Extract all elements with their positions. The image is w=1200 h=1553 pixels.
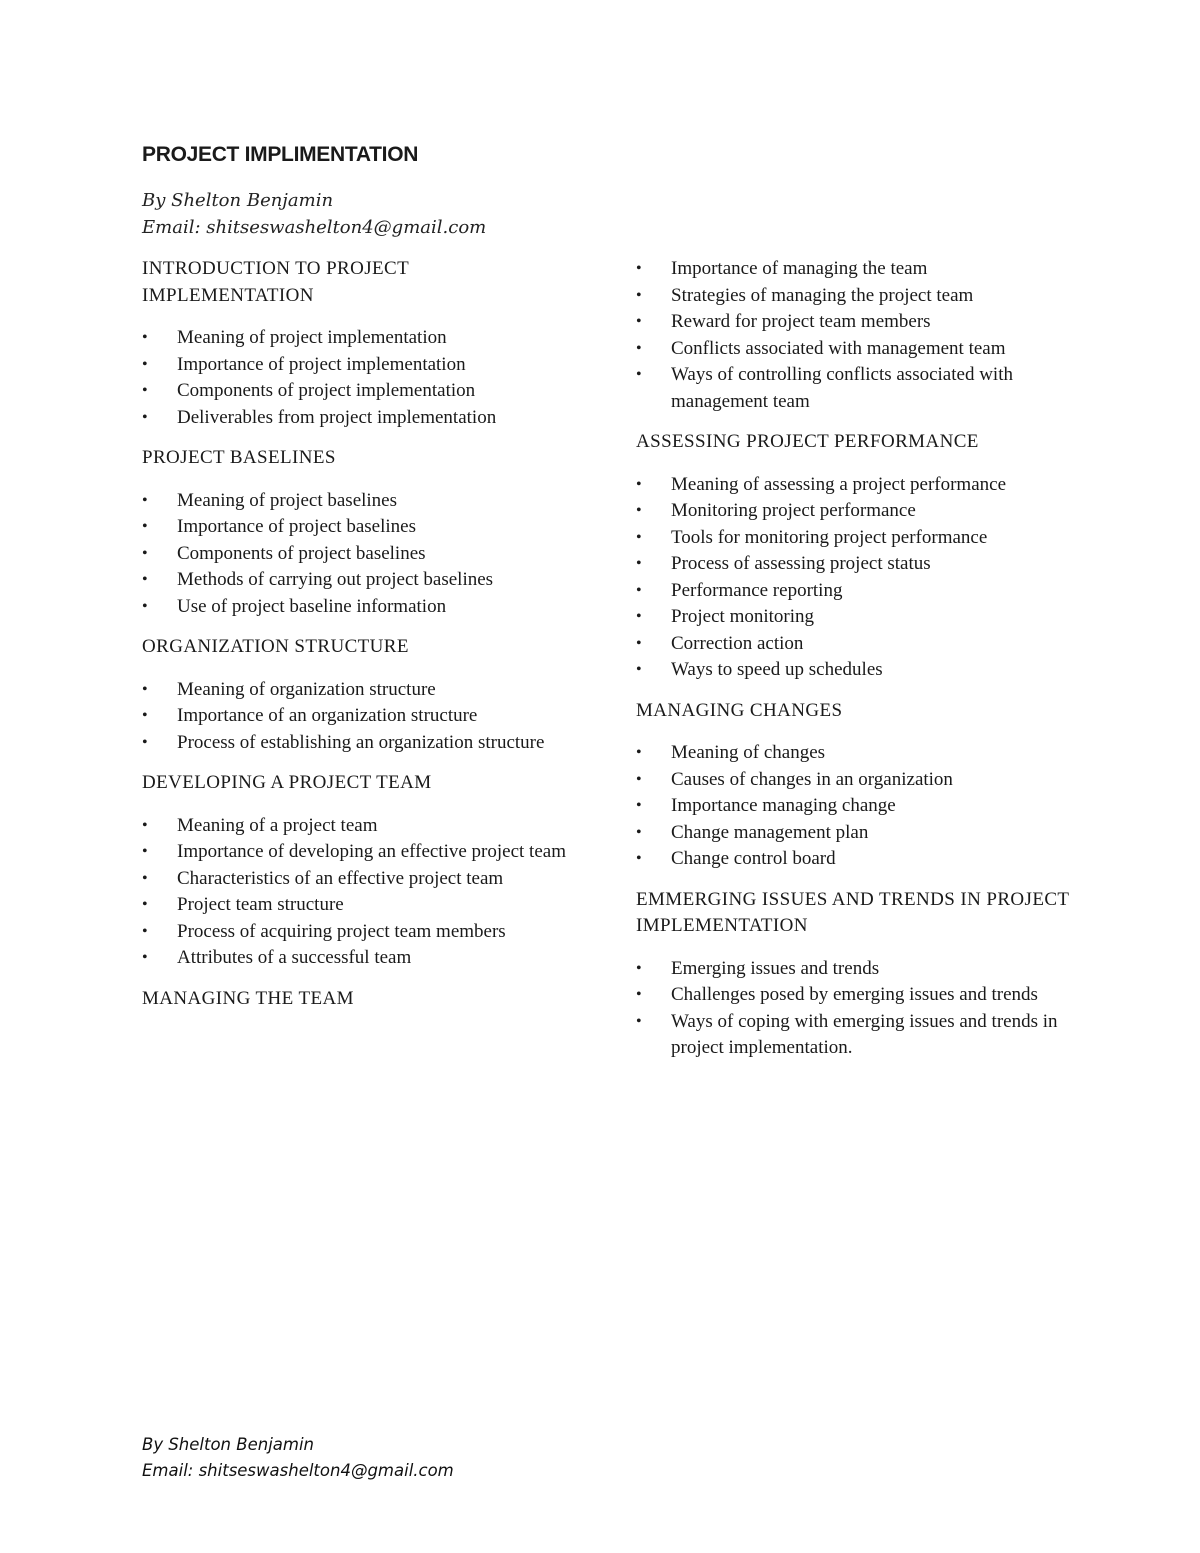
page-title: PROJECT IMPLIMENTATION xyxy=(142,143,419,166)
bullet-list xyxy=(636,740,1076,873)
bullet-icon: • xyxy=(636,475,642,493)
section-project-baselines xyxy=(142,445,582,620)
list-item: • Meaning of assessing a project performance xyxy=(636,472,1076,499)
bullet-list xyxy=(142,325,582,431)
bullet-list-continued xyxy=(636,256,1076,415)
bullet-icon: • xyxy=(636,959,642,977)
list-item: • Ways of coping with emerging issues and trends in project implementation. xyxy=(636,1010,1058,1058)
bullet-icon: • xyxy=(636,634,642,652)
right-column xyxy=(636,256,1076,1076)
section-heading: DEVELOPING A PROJECT TEAM xyxy=(142,772,432,793)
bullet-icon: • xyxy=(636,797,642,814)
bullet-icon: • xyxy=(142,329,148,346)
bullet-icon: • xyxy=(142,544,148,562)
list-item: • Importance of project baselines xyxy=(142,514,582,541)
list-item: • Tools for monitoring project performance xyxy=(636,525,1076,552)
section-heading: PROJECT BASELINES xyxy=(142,447,336,468)
list-item: • Reward for project team members xyxy=(636,309,1076,336)
list-item: • Meaning of project implementation xyxy=(142,325,582,352)
bullet-icon: • xyxy=(636,581,642,599)
list-item: • Ways to speed up schedules xyxy=(636,657,1076,684)
section-heading: MANAGING THE TEAM xyxy=(142,987,354,1009)
list-item: • Change control board xyxy=(636,846,1076,873)
bullet-list xyxy=(142,813,582,972)
list-item: • Importance of managing the team xyxy=(636,256,1076,283)
bullet-icon: • xyxy=(142,355,148,373)
list-item: • Performance reporting xyxy=(636,578,1076,605)
section-assessing-performance xyxy=(636,429,1076,684)
bullet-icon: • xyxy=(636,850,642,867)
list-item: • Components of project implementation xyxy=(142,378,582,405)
bullet-list xyxy=(142,488,582,621)
bullet-icon: • xyxy=(142,518,148,535)
list-item: • Process of acquiring project team members xyxy=(142,919,582,946)
bullet-icon: • xyxy=(142,597,148,615)
section-managing-team xyxy=(142,986,582,1013)
section-developing-project-team xyxy=(142,770,582,972)
bullet-icon: • xyxy=(636,555,642,572)
list-item: • Process of assessing project status xyxy=(636,551,1076,578)
bullet-icon: • xyxy=(636,744,642,761)
list-item: • Emerging issues and trends xyxy=(636,956,1076,983)
bullet-icon: • xyxy=(636,823,642,841)
bullet-icon: • xyxy=(636,260,642,277)
list-item: • Meaning of changes xyxy=(636,740,1076,767)
bullet-icon: • xyxy=(142,896,148,913)
section-organization-structure xyxy=(142,634,582,756)
list-item: • Use of project baseline information xyxy=(142,594,582,621)
section-introduction xyxy=(142,256,582,431)
list-item: • Importance of developing an effective project team xyxy=(142,839,582,866)
bullet-icon: • xyxy=(636,608,642,625)
bullet-icon: • xyxy=(142,843,148,860)
section-heading: EMMERGING ISSUES AND TRENDS IN PROJECT IMPLEMENTATION xyxy=(636,888,1070,936)
bullet-icon: • xyxy=(142,707,148,724)
list-item: • Monitoring project performance xyxy=(636,498,1076,525)
list-item: • Attributes of a successful team xyxy=(142,945,582,972)
footer-email: Email: shitseswashelton4@gmail.com xyxy=(142,1460,454,1480)
bullet-icon: • xyxy=(142,571,148,588)
bullet-icon: • xyxy=(142,869,148,887)
section-heading: ASSESSING PROJECT PERFORMANCE xyxy=(636,431,979,452)
bullet-icon: • xyxy=(636,313,642,330)
list-item: • Challenges posed by emerging issues and trends xyxy=(636,982,1076,1009)
list-item: • Characteristics of an effective project team xyxy=(142,866,582,893)
list-item: • Process of establishing an organization structure xyxy=(142,730,582,757)
footer-author: By Shelton Benjamin xyxy=(142,1435,315,1454)
bullet-icon: • xyxy=(142,949,148,966)
list-item: • Project monitoring xyxy=(636,604,1076,631)
list-item: • Change management plan xyxy=(636,820,1076,847)
bullet-icon: • xyxy=(636,286,642,304)
list-item: • Ways of controlling conflicts associated with management team xyxy=(636,364,1013,412)
bullet-icon: • xyxy=(636,366,642,383)
list-item: • Meaning of organization structure xyxy=(142,677,582,704)
bullet-icon: • xyxy=(636,770,642,788)
email-line: Email: shitseswashelton4@gmail.com xyxy=(142,217,487,238)
bullet-list xyxy=(636,472,1076,684)
bullet-icon: • xyxy=(142,382,148,399)
bullet-icon: • xyxy=(636,1012,642,1030)
list-item: • Strategies of managing the project team xyxy=(636,283,1076,310)
list-item: • Importance of an organization structure xyxy=(142,703,582,730)
list-item: • Correction action xyxy=(636,631,1076,658)
bullet-icon: • xyxy=(142,680,148,698)
list-item: • Components of project baselines xyxy=(142,541,582,568)
list-item: • Causes of changes in an organization xyxy=(636,767,1076,794)
section-emerging-issues xyxy=(636,887,1076,1062)
list-item: • Methods of carrying out project baselines xyxy=(142,567,582,594)
bullet-icon: • xyxy=(636,528,642,546)
bullet-icon: • xyxy=(142,816,148,834)
bullet-icon: • xyxy=(636,661,642,678)
list-item: • Project team structure xyxy=(142,892,582,919)
byline xyxy=(142,187,486,241)
list-item: • Conflicts associated with management team xyxy=(636,336,1076,363)
bullet-list xyxy=(142,677,582,757)
list-item: • Importance of project implementation xyxy=(142,352,582,379)
bullet-icon: • xyxy=(636,502,642,519)
list-item: • Meaning of project baselines xyxy=(142,488,582,515)
list-item: • Meaning of a project team xyxy=(142,813,582,840)
list-item: • Importance managing change xyxy=(636,793,1076,820)
left-column xyxy=(142,256,582,1012)
list-item: • Deliverables from project implementation xyxy=(142,405,582,432)
bullet-icon: • xyxy=(142,408,148,426)
author-line: By Shelton Benjamin xyxy=(142,190,334,211)
section-heading: MANAGING CHANGES xyxy=(636,699,843,721)
section-heading: INTRODUCTION TO PROJECT IMPLEMENTATION xyxy=(142,258,409,306)
bullet-icon: • xyxy=(142,491,148,509)
bullet-icon: • xyxy=(142,922,148,940)
section-heading: ORGANIZATION STRUCTURE xyxy=(142,636,409,657)
section-managing-changes xyxy=(636,698,1076,873)
bullet-icon: • xyxy=(636,986,642,1003)
bullet-icon: • xyxy=(142,733,148,751)
bullet-icon: • xyxy=(636,339,642,357)
page-footer xyxy=(142,1432,454,1483)
bullet-list xyxy=(636,956,1076,1062)
